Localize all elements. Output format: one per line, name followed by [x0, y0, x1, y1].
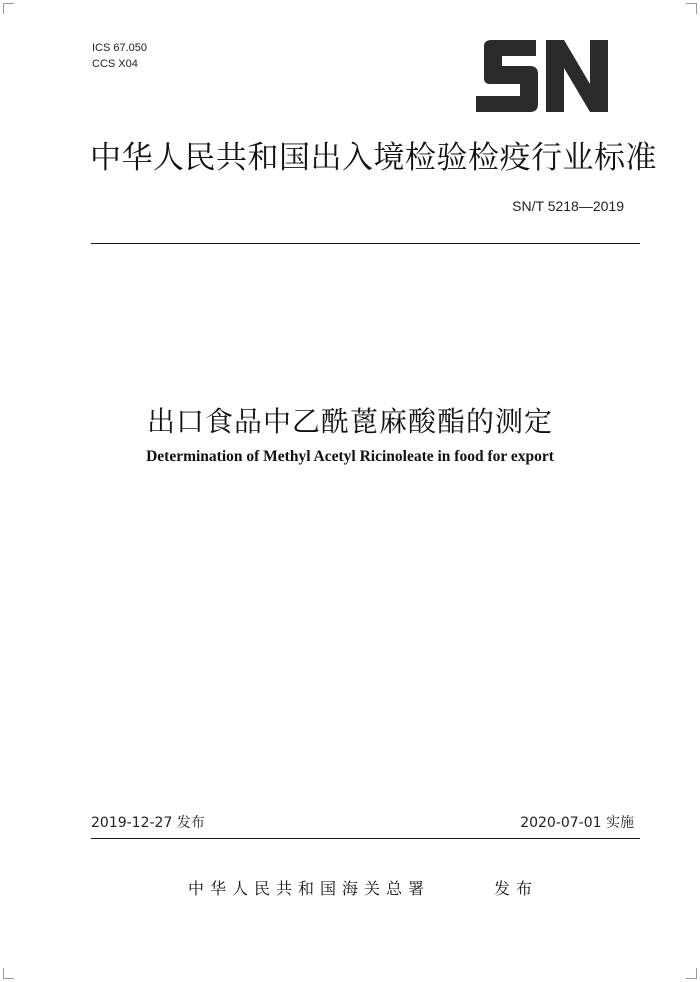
header-divider	[91, 243, 640, 244]
issuing-authority: 中华人民共和国海关总署	[188, 879, 431, 898]
sn-logo	[474, 38, 610, 114]
standard-category-title: 中华人民共和国出入境检验检疫行业标准	[90, 140, 657, 176]
implementation-date: 2020-07-01 实施	[520, 815, 634, 831]
document-title-en: Determination of Methyl Acetyl Ricinoleate in food for export	[146, 448, 554, 465]
footer-divider	[91, 838, 640, 839]
crop-mark-bottom-right	[686, 968, 697, 979]
crop-mark-bottom-left	[3, 968, 14, 979]
issued-label: 发布	[494, 879, 539, 898]
ccs-code: CCS X04	[92, 58, 138, 70]
crop-mark-top-left	[3, 3, 14, 14]
classification-codes	[92, 40, 147, 72]
standard-number: SN/T 5218—2019	[512, 198, 624, 214]
ics-code: ICS 67.050	[92, 42, 148, 54]
issue-date: 2019-12-27 发布	[91, 815, 205, 831]
crop-mark-top-right	[686, 3, 697, 14]
document-title-zh: 出口食品中乙酰蓖麻酸酯的测定	[146, 405, 553, 438]
